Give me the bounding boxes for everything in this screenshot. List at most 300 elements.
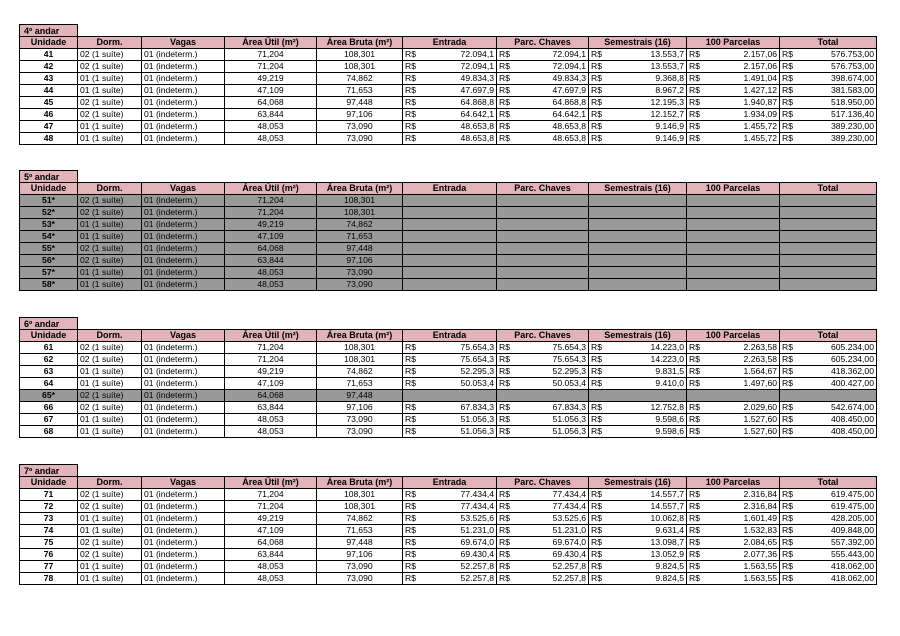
bedrooms-cell: 02 (1 suíte)	[78, 549, 142, 561]
currency-symbol: R$	[499, 501, 510, 511]
installment-cell	[687, 121, 780, 133]
column-header-unidade: Unidade	[20, 37, 78, 49]
column-header-area-bruta: Área Bruta (m²)	[317, 330, 403, 342]
total-cell	[780, 489, 877, 501]
total-cell	[780, 73, 877, 85]
installment-cell	[687, 73, 780, 85]
amount-value: 418.062,00	[830, 561, 874, 571]
currency-symbol: R$	[499, 414, 510, 424]
keys-payment-cell	[497, 61, 589, 73]
down-payment-cell	[403, 219, 497, 231]
column-header-area-bruta: Área Bruta (m²)	[317, 477, 403, 489]
down-payment-cell	[403, 121, 497, 133]
amount-value: 576.753,00	[830, 61, 874, 71]
currency-symbol: R$	[689, 414, 700, 424]
total-cell	[780, 49, 877, 61]
parking-cell: 01 (indeterm.)	[142, 342, 225, 354]
semiannual-cell	[589, 133, 687, 145]
keys-payment-cell	[497, 109, 589, 121]
amount-value: 13.052,9	[650, 549, 684, 559]
currency-symbol: R$	[782, 61, 793, 71]
total-cell	[780, 561, 877, 573]
keys-payment-cell	[497, 513, 589, 525]
currency-symbol: R$	[405, 97, 416, 107]
currency-symbol: R$	[499, 525, 510, 535]
amount-value: 1.532,83	[743, 525, 777, 535]
usable-area-cell: 48,053	[225, 561, 317, 573]
bedrooms-cell: 01 (1 suíte)	[78, 426, 142, 438]
parking-cell: 01 (indeterm.)	[142, 279, 225, 291]
parking-cell: 01 (indeterm.)	[142, 195, 225, 207]
total-cell	[780, 121, 877, 133]
unit-number: 65*	[20, 390, 78, 402]
amount-value: 69.674,0	[552, 537, 586, 547]
semiannual-cell	[589, 366, 687, 378]
currency-symbol: R$	[499, 561, 510, 571]
column-header-total: Total	[780, 477, 877, 489]
currency-symbol: R$	[499, 97, 510, 107]
floor-title: 4º andar	[19, 24, 78, 36]
amount-value: 1.563,55	[743, 561, 777, 571]
installment-cell	[687, 97, 780, 109]
semiannual-cell	[589, 501, 687, 513]
keys-payment-cell	[497, 231, 589, 243]
gross-area-cell: 97,106	[317, 549, 403, 561]
amount-value: 14.557,7	[650, 489, 684, 499]
unit-number: 67	[20, 414, 78, 426]
installment-cell	[687, 378, 780, 390]
down-payment-cell	[403, 279, 497, 291]
parking-cell: 01 (indeterm.)	[142, 426, 225, 438]
table-row	[20, 85, 877, 97]
amount-value: 518.950,00	[830, 97, 874, 107]
keys-payment-cell	[497, 255, 589, 267]
unit-number: 72	[20, 501, 78, 513]
keys-payment-cell	[497, 378, 589, 390]
currency-symbol: R$	[405, 133, 416, 143]
table-row	[20, 61, 877, 73]
usable-area-cell: 49,219	[225, 513, 317, 525]
currency-symbol: R$	[405, 342, 416, 352]
table-header-row	[20, 37, 877, 49]
currency-symbol: R$	[499, 73, 510, 83]
amount-value: 49.834,3	[552, 73, 586, 83]
unit-number: 78	[20, 573, 78, 585]
total-cell	[780, 537, 877, 549]
semiannual-cell	[589, 73, 687, 85]
column-header-parcelas: 100 Parcelas	[687, 477, 780, 489]
keys-payment-cell	[497, 354, 589, 366]
table-row	[20, 121, 877, 133]
bedrooms-cell: 02 (1 suíte)	[78, 402, 142, 414]
bedrooms-cell: 01 (1 suíte)	[78, 573, 142, 585]
amount-value: 12.152,7	[650, 109, 684, 119]
column-header-parc-chaves: Parc. Chaves	[497, 183, 589, 195]
gross-area-cell: 108,301	[317, 49, 403, 61]
semiannual-cell	[589, 49, 687, 61]
column-header-vagas: Vagas	[142, 37, 225, 49]
bedrooms-cell: 02 (1 suíte)	[78, 97, 142, 109]
currency-symbol: R$	[591, 378, 602, 388]
amount-value: 9.824,5	[655, 573, 684, 583]
currency-symbol: R$	[405, 489, 416, 499]
total-cell	[780, 267, 877, 279]
currency-symbol: R$	[782, 366, 793, 376]
gross-area-cell: 73,090	[317, 573, 403, 585]
column-header-dorm: Dorm.	[78, 330, 142, 342]
total-cell	[780, 195, 877, 207]
amount-value: 408.450,00	[830, 426, 874, 436]
keys-payment-cell	[497, 49, 589, 61]
unit-number: 68	[20, 426, 78, 438]
usable-area-cell: 48,053	[225, 133, 317, 145]
semiannual-cell	[589, 207, 687, 219]
total-cell	[780, 525, 877, 537]
amount-value: 51.056,3	[552, 414, 586, 424]
installment-cell	[687, 573, 780, 585]
installment-cell	[687, 426, 780, 438]
usable-area-cell: 63,844	[225, 402, 317, 414]
column-header-vagas: Vagas	[142, 330, 225, 342]
amount-value: 2.316,84	[743, 489, 777, 499]
total-cell	[780, 109, 877, 121]
currency-symbol: R$	[689, 366, 700, 376]
gross-area-cell: 108,301	[317, 207, 403, 219]
down-payment-cell	[403, 61, 497, 73]
column-header-dorm: Dorm.	[78, 477, 142, 489]
keys-payment-cell	[497, 525, 589, 537]
currency-symbol: R$	[689, 489, 700, 499]
semiannual-cell	[589, 195, 687, 207]
currency-symbol: R$	[782, 342, 793, 352]
amount-value: 2.263,58	[743, 342, 777, 352]
bedrooms-cell: 01 (1 suíte)	[78, 73, 142, 85]
bedrooms-cell: 01 (1 suíte)	[78, 231, 142, 243]
bedrooms-cell: 02 (1 suíte)	[78, 342, 142, 354]
currency-symbol: R$	[689, 573, 700, 583]
currency-symbol: R$	[405, 573, 416, 583]
amount-value: 1.527,60	[743, 414, 777, 424]
amount-value: 418.362,00	[830, 366, 874, 376]
unit-number: 55*	[20, 243, 78, 255]
currency-symbol: R$	[689, 402, 700, 412]
semiannual-cell	[589, 561, 687, 573]
table-row	[20, 231, 877, 243]
table-row	[20, 513, 877, 525]
down-payment-cell	[403, 537, 497, 549]
unit-number: 74	[20, 525, 78, 537]
usable-area-cell: 71,204	[225, 195, 317, 207]
column-header-semestrais: Semestrais (16)	[589, 477, 687, 489]
amount-value: 400.427,00	[830, 378, 874, 388]
keys-payment-cell	[497, 279, 589, 291]
amount-value: 49.834,3	[460, 73, 494, 83]
unit-number: 71	[20, 489, 78, 501]
amount-value: 381.583,00	[830, 85, 874, 95]
parking-cell: 01 (indeterm.)	[142, 97, 225, 109]
amount-value: 48.653,8	[460, 121, 494, 131]
column-header-parc-chaves: Parc. Chaves	[497, 477, 589, 489]
bedrooms-cell: 02 (1 suíte)	[78, 489, 142, 501]
semiannual-cell	[589, 267, 687, 279]
currency-symbol: R$	[782, 109, 793, 119]
keys-payment-cell	[497, 402, 589, 414]
table-row	[20, 501, 877, 513]
bedrooms-cell: 02 (1 suíte)	[78, 255, 142, 267]
total-cell	[780, 342, 877, 354]
bedrooms-cell: 02 (1 suíte)	[78, 243, 142, 255]
currency-symbol: R$	[689, 61, 700, 71]
currency-symbol: R$	[499, 366, 510, 376]
total-cell	[780, 402, 877, 414]
installment-cell	[687, 402, 780, 414]
amount-value: 51.231,0	[460, 525, 494, 535]
usable-area-cell: 49,219	[225, 73, 317, 85]
installment-cell	[687, 49, 780, 61]
parking-cell: 01 (indeterm.)	[142, 219, 225, 231]
total-cell	[780, 255, 877, 267]
currency-symbol: R$	[499, 61, 510, 71]
usable-area-cell: 47,109	[225, 378, 317, 390]
down-payment-cell	[403, 378, 497, 390]
down-payment-cell	[403, 561, 497, 573]
gross-area-cell: 97,448	[317, 243, 403, 255]
down-payment-cell	[403, 354, 497, 366]
column-header-area-util: Área Útil (m²)	[225, 183, 317, 195]
amount-value: 9.631,4	[655, 525, 684, 535]
amount-value: 389.230,00	[830, 121, 874, 131]
gross-area-cell: 74,862	[317, 366, 403, 378]
parking-cell: 01 (indeterm.)	[142, 489, 225, 501]
total-cell	[780, 279, 877, 291]
installment-cell	[687, 195, 780, 207]
amount-value: 47.697,9	[460, 85, 494, 95]
installment-cell	[687, 133, 780, 145]
amount-value: 1.527,60	[743, 426, 777, 436]
column-header-area-util: Área Útil (m²)	[225, 37, 317, 49]
semiannual-cell	[589, 378, 687, 390]
amount-value: 69.430,4	[460, 549, 494, 559]
currency-symbol: R$	[689, 49, 700, 59]
currency-symbol: R$	[591, 573, 602, 583]
table-row	[20, 489, 877, 501]
parking-cell: 01 (indeterm.)	[142, 402, 225, 414]
bedrooms-cell: 02 (1 suíte)	[78, 61, 142, 73]
amount-value: 72.094,1	[460, 61, 494, 71]
currency-symbol: R$	[689, 133, 700, 143]
floor-title: 5º andar	[19, 170, 78, 182]
bedrooms-cell: 02 (1 suíte)	[78, 49, 142, 61]
currency-symbol: R$	[591, 97, 602, 107]
amount-value: 576.753,00	[830, 49, 874, 59]
amount-value: 72.094,1	[552, 61, 586, 71]
usable-area-cell: 49,219	[225, 366, 317, 378]
gross-area-cell: 97,448	[317, 97, 403, 109]
amount-value: 64.868,8	[552, 97, 586, 107]
table-header-row	[20, 477, 877, 489]
currency-symbol: R$	[591, 513, 602, 523]
installment-cell	[687, 85, 780, 97]
unit-number: 46	[20, 109, 78, 121]
amount-value: 2.263,58	[743, 354, 777, 364]
parking-cell: 01 (indeterm.)	[142, 85, 225, 97]
down-payment-cell	[403, 85, 497, 97]
total-cell	[780, 133, 877, 145]
semiannual-cell	[589, 61, 687, 73]
unit-number: 61	[20, 342, 78, 354]
bedrooms-cell: 02 (1 suíte)	[78, 537, 142, 549]
currency-symbol: R$	[499, 402, 510, 412]
gross-area-cell: 71,653	[317, 525, 403, 537]
currency-symbol: R$	[782, 561, 793, 571]
currency-symbol: R$	[591, 73, 602, 83]
amount-value: 1.497,60	[743, 378, 777, 388]
parking-cell: 01 (indeterm.)	[142, 267, 225, 279]
amount-value: 8.967,2	[655, 85, 684, 95]
keys-payment-cell	[497, 243, 589, 255]
floor-title: 7º andar	[19, 464, 78, 476]
parking-cell: 01 (indeterm.)	[142, 525, 225, 537]
gross-area-cell: 71,653	[317, 378, 403, 390]
keys-payment-cell	[497, 549, 589, 561]
amount-value: 9.598,6	[655, 426, 684, 436]
currency-symbol: R$	[499, 49, 510, 59]
amount-value: 77.434,4	[460, 489, 494, 499]
currency-symbol: R$	[405, 378, 416, 388]
currency-symbol: R$	[689, 97, 700, 107]
currency-symbol: R$	[689, 342, 700, 352]
usable-area-cell: 71,204	[225, 501, 317, 513]
currency-symbol: R$	[591, 121, 602, 131]
usable-area-cell: 48,053	[225, 573, 317, 585]
unit-number: 52*	[20, 207, 78, 219]
amount-value: 1.455,72	[743, 121, 777, 131]
table-row	[20, 354, 877, 366]
amount-value: 1.563,55	[743, 573, 777, 583]
total-cell	[780, 97, 877, 109]
table-row	[20, 219, 877, 231]
amount-value: 619.475,00	[830, 501, 874, 511]
parking-cell: 01 (indeterm.)	[142, 513, 225, 525]
amount-value: 605.234,00	[830, 354, 874, 364]
total-cell	[780, 549, 877, 561]
amount-value: 52.295,3	[460, 366, 494, 376]
amount-value: 69.430,4	[552, 549, 586, 559]
currency-symbol: R$	[591, 109, 602, 119]
currency-symbol: R$	[591, 85, 602, 95]
currency-symbol: R$	[591, 501, 602, 511]
column-header-area-bruta: Área Bruta (m²)	[317, 183, 403, 195]
amount-value: 14.557,7	[650, 501, 684, 511]
total-cell	[780, 378, 877, 390]
table-row	[20, 426, 877, 438]
currency-symbol: R$	[782, 85, 793, 95]
table-row	[20, 73, 877, 85]
currency-symbol: R$	[689, 73, 700, 83]
units-table	[19, 329, 877, 438]
amount-value: 77.434,4	[460, 501, 494, 511]
parking-cell: 01 (indeterm.)	[142, 243, 225, 255]
amount-value: 1.934,09	[743, 109, 777, 119]
unit-number: 53*	[20, 219, 78, 231]
usable-area-cell: 71,204	[225, 489, 317, 501]
gross-area-cell: 73,090	[317, 133, 403, 145]
currency-symbol: R$	[782, 49, 793, 59]
keys-payment-cell	[497, 267, 589, 279]
currency-symbol: R$	[689, 501, 700, 511]
bedrooms-cell: 02 (1 suíte)	[78, 390, 142, 402]
currency-symbol: R$	[591, 414, 602, 424]
keys-payment-cell	[497, 207, 589, 219]
amount-value: 75.654,3	[460, 342, 494, 352]
column-header-vagas: Vagas	[142, 477, 225, 489]
table-row	[20, 525, 877, 537]
keys-payment-cell	[497, 573, 589, 585]
table-row	[20, 109, 877, 121]
parking-cell: 01 (indeterm.)	[142, 414, 225, 426]
unit-number: 43	[20, 73, 78, 85]
currency-symbol: R$	[499, 342, 510, 352]
table-row	[20, 402, 877, 414]
usable-area-cell: 48,053	[225, 426, 317, 438]
installment-cell	[687, 501, 780, 513]
gross-area-cell: 97,448	[317, 390, 403, 402]
amount-value: 9.831,5	[655, 366, 684, 376]
column-header-dorm: Dorm.	[78, 37, 142, 49]
bedrooms-cell: 02 (1 suíte)	[78, 207, 142, 219]
bedrooms-cell: 01 (1 suíte)	[78, 133, 142, 145]
semiannual-cell	[589, 279, 687, 291]
amount-value: 48.653,8	[460, 133, 494, 143]
amount-value: 1.940,87	[743, 97, 777, 107]
table-row	[20, 279, 877, 291]
currency-symbol: R$	[405, 414, 416, 424]
unit-number: 75	[20, 537, 78, 549]
currency-symbol: R$	[689, 378, 700, 388]
down-payment-cell	[403, 243, 497, 255]
parking-cell: 01 (indeterm.)	[142, 501, 225, 513]
bedrooms-cell: 01 (1 suíte)	[78, 525, 142, 537]
usable-area-cell: 64,068	[225, 390, 317, 402]
amount-value: 13.098,7	[650, 537, 684, 547]
usable-area-cell: 71,204	[225, 342, 317, 354]
currency-symbol: R$	[689, 426, 700, 436]
gross-area-cell: 108,301	[317, 489, 403, 501]
gross-area-cell: 97,448	[317, 537, 403, 549]
bedrooms-cell: 02 (1 suíte)	[78, 195, 142, 207]
currency-symbol: R$	[782, 133, 793, 143]
installment-cell	[687, 414, 780, 426]
table-row	[20, 255, 877, 267]
installment-cell	[687, 231, 780, 243]
currency-symbol: R$	[405, 85, 416, 95]
semiannual-cell	[589, 255, 687, 267]
installment-cell	[687, 489, 780, 501]
installment-cell	[687, 537, 780, 549]
amount-value: 50.053,4	[460, 378, 494, 388]
unit-number: 41	[20, 49, 78, 61]
semiannual-cell	[589, 549, 687, 561]
currency-symbol: R$	[591, 561, 602, 571]
currency-symbol: R$	[689, 109, 700, 119]
down-payment-cell	[403, 426, 497, 438]
total-cell	[780, 501, 877, 513]
amount-value: 51.231,0	[552, 525, 586, 535]
amount-value: 9.410,0	[655, 378, 684, 388]
keys-payment-cell	[497, 414, 589, 426]
amount-value: 619.475,00	[830, 489, 874, 499]
table-row	[20, 97, 877, 109]
